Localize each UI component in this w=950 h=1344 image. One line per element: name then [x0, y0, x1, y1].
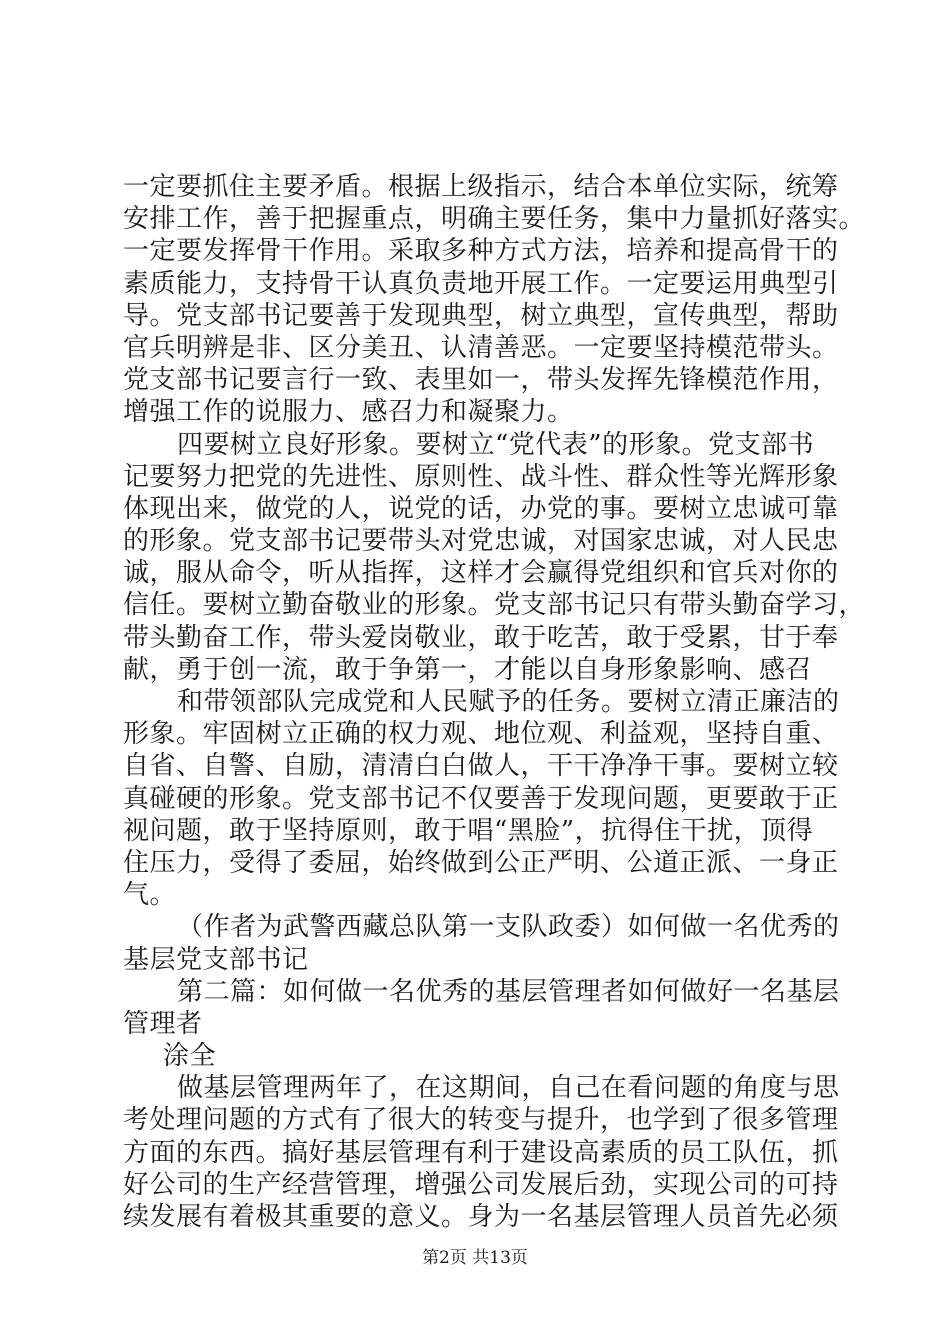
text-line: 党支部书记要言行一致、表里如一，带头发挥先锋模范作用， [123, 365, 839, 396]
text-line: 气。 [123, 880, 177, 911]
text-line: 一定要抓住主要矛盾。根据上级指示，结合本单位实际，统筹 [123, 172, 839, 202]
text-line: 官兵明辨是非、区分美丑、认清善恶。一定要坚持模范带头。 [123, 332, 839, 363]
text-line: 住压力，受得了委屈，始终做到公正严明、公道正派、一身正 [123, 847, 839, 878]
text-line: 安排工作，善于把握重点，明确主要任务，集中力量抓好落实。 [123, 204, 866, 235]
text-line: 基层党支部书记 [123, 944, 309, 975]
paragraph-start-line: （作者为武警西藏总队第一支队政委）如何做一名优秀的 [177, 912, 840, 943]
section-heading-line: 第二篇：如何做一名优秀的基层管理者如何做好一名基层 [177, 976, 840, 1007]
section-heading-line: 管理者 [123, 1008, 203, 1039]
text-line: 自省、自警、自励，清清白白做人，干干净净干事。要树立较 [123, 751, 839, 782]
paragraph-start-line: 和带领部队完成党和人民赋予的任务。要树立清正廉洁的 [177, 687, 840, 717]
text-line: 体现出来，做党的人，说党的话，办党的事。要树立忠诚可靠 [123, 493, 839, 524]
text-line: 好公司的生产经营管理，增强公司发展后劲，实现公司的可持 [123, 1169, 839, 1200]
text-line: 形象。牢固树立正确的权力观、地位观、利益观，坚持自重、 [123, 719, 839, 750]
text-line: 导。党支部书记要善于发现典型，树立典型，宣传典型，帮助 [123, 300, 839, 331]
text-line: 增强工作的说服力、感召力和凝聚力。 [123, 397, 574, 428]
text-line: 素质能力，支持骨干认真负责地开展工作。一定要运用典型引 [123, 268, 839, 299]
text-line: 的形象。党支部书记要带头对党忠诚，对国家忠诚，对人民忠 [123, 526, 839, 557]
paragraph-start-line: 做基层管理两年了，在这期间，自己在看问题的角度与思 [177, 1073, 840, 1104]
author-line: 涂全 [163, 1041, 217, 1072]
text-line: 带头勤奋工作，带头爱岗敬业，敢于吃苦，敢于受累，甘于奉 [123, 622, 839, 653]
paragraph-start-line: 四要树立良好形象。要树立“党代表”的形象。党支部书 [177, 429, 815, 460]
document-body [123, 171, 866, 1233]
text-line: 献，勇于创一流，敢于争第一，才能以自身形象影响、感召 [123, 654, 813, 685]
text-line: 信任。要树立勤奋敬业的形象。党支部书记只有带头勤奋学习， [123, 590, 866, 621]
text-line: 视问题，敢于坚持原则，敢于唱“黑脸”，抗得住干扰，顶得 [123, 815, 814, 846]
page-footer: 第2页 共13页 [422, 1248, 528, 1268]
text-line: 方面的东西。搞好基层管理有利于建设高素质的员工队伍，抓 [123, 1137, 839, 1168]
text-line: 考处理问题的方式有了很大的转变与提升，也学到了很多管理 [123, 1105, 839, 1136]
text-line: 诚，服从命令，听从指挥，这样才会赢得党组织和官兵对你的 [123, 558, 839, 589]
text-line: 记要努力把党的先进性、原则性、战斗性、群众性等光辉形象 [123, 461, 839, 492]
text-line: 续发展有着极其重要的意义。身为一名基层管理人员首先必须 [123, 1202, 839, 1232]
text-line: 真碰硬的形象。党支部书记不仅要善于发现问题，更要敢于正 [123, 783, 839, 814]
text-line: 一定要发挥骨干作用。采取多种方式方法，培养和提高骨干的 [123, 236, 839, 267]
